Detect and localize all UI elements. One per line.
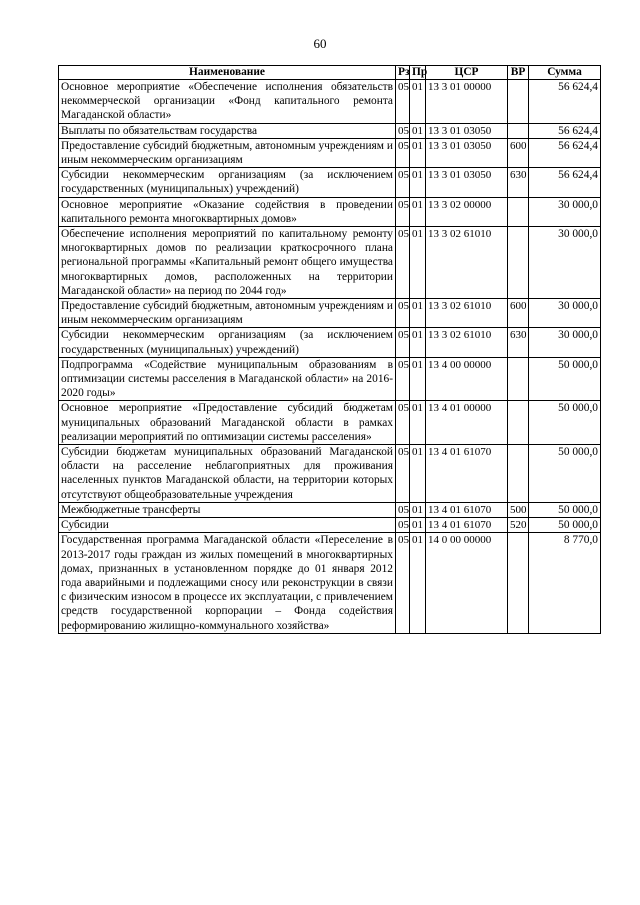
row-sum: 8 770,0 [529, 533, 601, 633]
row-csr: 13 3 01 03050 [426, 123, 508, 138]
row-csr: 14 0 00 00000 [426, 533, 508, 633]
row-pr: 01 [410, 518, 426, 533]
header-name: Наименование [59, 66, 396, 80]
table-row [59, 168, 601, 197]
row-vr [508, 80, 529, 124]
row-sum: 50 000,0 [529, 357, 601, 401]
row-sum: 50 000,0 [529, 518, 601, 533]
row-vr: 500 [508, 502, 529, 517]
header-vr: ВР [508, 66, 529, 80]
row-rz: 05 [396, 445, 410, 503]
row-rz: 05 [396, 357, 410, 401]
table-row [59, 401, 601, 445]
row-name: Межбюджетные трансферты [59, 502, 396, 517]
row-rz: 05 [396, 123, 410, 138]
row-sum: 56 624,4 [529, 80, 601, 124]
row-csr: 13 3 01 00000 [426, 80, 508, 124]
row-rz: 05 [396, 518, 410, 533]
row-csr: 13 4 01 61070 [426, 445, 508, 503]
table-row [59, 138, 601, 167]
row-csr: 13 3 01 03050 [426, 168, 508, 197]
row-sum: 50 000,0 [529, 445, 601, 503]
row-vr [508, 197, 529, 226]
budget-table [58, 65, 601, 634]
table-row [59, 299, 601, 328]
row-pr: 01 [410, 502, 426, 517]
row-sum: 30 000,0 [529, 227, 601, 299]
row-csr: 13 3 02 61010 [426, 328, 508, 357]
row-name: Субсидии бюджетам муниципальных образований Магаданской области на расселение неблагоприятных для проживания населенных пунктов Магаданской области, на территории которых отсутствуют общеобразовательные учреждения [59, 445, 396, 503]
row-rz: 05 [396, 168, 410, 197]
row-rz: 05 [396, 502, 410, 517]
row-rz: 05 [396, 80, 410, 124]
table-row [59, 80, 601, 124]
row-pr: 01 [410, 80, 426, 124]
row-pr: 01 [410, 328, 426, 357]
row-rz: 05 [396, 197, 410, 226]
row-pr: 01 [410, 138, 426, 167]
row-sum: 56 624,4 [529, 123, 601, 138]
row-csr: 13 4 01 00000 [426, 401, 508, 445]
row-name: Обеспечение исполнения мероприятий по капитальному ремонту многоквартирных домов по реализации краткосрочного плана региональной программы «Капитальный ремонт общего имущества многоквартирных домов, расположенных на территории Магаданской области» на период по 2044 год» [59, 227, 396, 299]
row-vr [508, 123, 529, 138]
row-name: Основное мероприятие «Обеспечение исполнения обязательств некоммерческой организации «Фонд капитального ремонта Магаданской области» [59, 80, 396, 124]
row-pr: 01 [410, 299, 426, 328]
table-row [59, 123, 601, 138]
table-row [59, 328, 601, 357]
row-name: Основное мероприятие «Оказание содействия в проведении капитального ремонта многоквартирных домов» [59, 197, 396, 226]
row-name: Предоставление субсидий бюджетным, автономным учреждениям и иным некоммерческим организациям [59, 138, 396, 167]
row-csr: 13 4 01 61070 [426, 502, 508, 517]
row-name: Субсидии некоммерческим организациям (за исключением государственных (муниципальных) учреждений) [59, 168, 396, 197]
row-csr: 13 3 02 61010 [426, 227, 508, 299]
row-vr: 600 [508, 299, 529, 328]
row-name: Подпрограмма «Содействие муниципальным образованиям в оптимизации системы расселения в Магаданской области» на 2016-2020 годы» [59, 357, 396, 401]
row-vr [508, 445, 529, 503]
header-pr: Пр [410, 66, 426, 80]
header-rz: Рз [396, 66, 410, 80]
table-row [59, 197, 601, 226]
row-rz: 05 [396, 401, 410, 445]
row-vr: 600 [508, 138, 529, 167]
table-row [59, 227, 601, 299]
row-csr: 13 4 01 61070 [426, 518, 508, 533]
row-pr: 01 [410, 168, 426, 197]
row-vr [508, 357, 529, 401]
row-sum: 30 000,0 [529, 328, 601, 357]
row-rz: 05 [396, 299, 410, 328]
row-name: Предоставление субсидий бюджетным, автономным учреждениям и иным некоммерческим организациям [59, 299, 396, 328]
row-csr: 13 3 02 61010 [426, 299, 508, 328]
row-vr [508, 401, 529, 445]
row-pr: 01 [410, 445, 426, 503]
row-name: Субсидии некоммерческим организациям (за исключением государственных (муниципальных) учреждений) [59, 328, 396, 357]
row-vr: 520 [508, 518, 529, 533]
row-vr: 630 [508, 168, 529, 197]
row-pr: 01 [410, 357, 426, 401]
row-pr: 01 [410, 197, 426, 226]
row-sum: 56 624,4 [529, 168, 601, 197]
row-name: Субсидии [59, 518, 396, 533]
row-rz: 05 [396, 533, 410, 633]
row-sum: 30 000,0 [529, 197, 601, 226]
row-name: Государственная программа Магаданской области «Переселение в 2013-2017 годы граждан из жилых помещений в многоквартирных домах, признанных в установленном порядке до 01 января 2012 года аварийными и подлежащими сносу или реконструкции в связи с физическим износом в процессе их эксплуатации, с привлечением средств государственной корпорации – Фонда содействия реформированию жилищно-коммунального хозяйства» [59, 533, 396, 633]
header-csr: ЦСР [426, 66, 508, 80]
row-sum: 56 624,4 [529, 138, 601, 167]
table-row [59, 518, 601, 533]
table-row [59, 533, 601, 633]
row-vr [508, 533, 529, 633]
table-row [59, 502, 601, 517]
row-sum: 50 000,0 [529, 502, 601, 517]
row-rz: 05 [396, 138, 410, 167]
row-name: Основное мероприятие «Предоставление субсидий бюджетам муниципальных образований Магаданской области в рамках реализации мероприятий по оптимизации системы расселения» [59, 401, 396, 445]
table-row [59, 445, 601, 503]
row-vr [508, 227, 529, 299]
row-vr: 630 [508, 328, 529, 357]
row-pr: 01 [410, 227, 426, 299]
table-header-row [59, 66, 601, 80]
row-pr: 01 [410, 533, 426, 633]
row-sum: 50 000,0 [529, 401, 601, 445]
row-csr: 13 3 02 00000 [426, 197, 508, 226]
table-row [59, 357, 601, 401]
page-number: 60 [313, 36, 327, 51]
row-rz: 05 [396, 227, 410, 299]
row-sum: 30 000,0 [529, 299, 601, 328]
row-rz: 05 [396, 328, 410, 357]
row-pr: 01 [410, 123, 426, 138]
row-pr: 01 [410, 401, 426, 445]
header-sum: Сумма [529, 66, 601, 80]
row-csr: 13 3 01 03050 [426, 138, 508, 167]
row-csr: 13 4 00 00000 [426, 357, 508, 401]
row-name: Выплаты по обязательствам государства [59, 123, 396, 138]
